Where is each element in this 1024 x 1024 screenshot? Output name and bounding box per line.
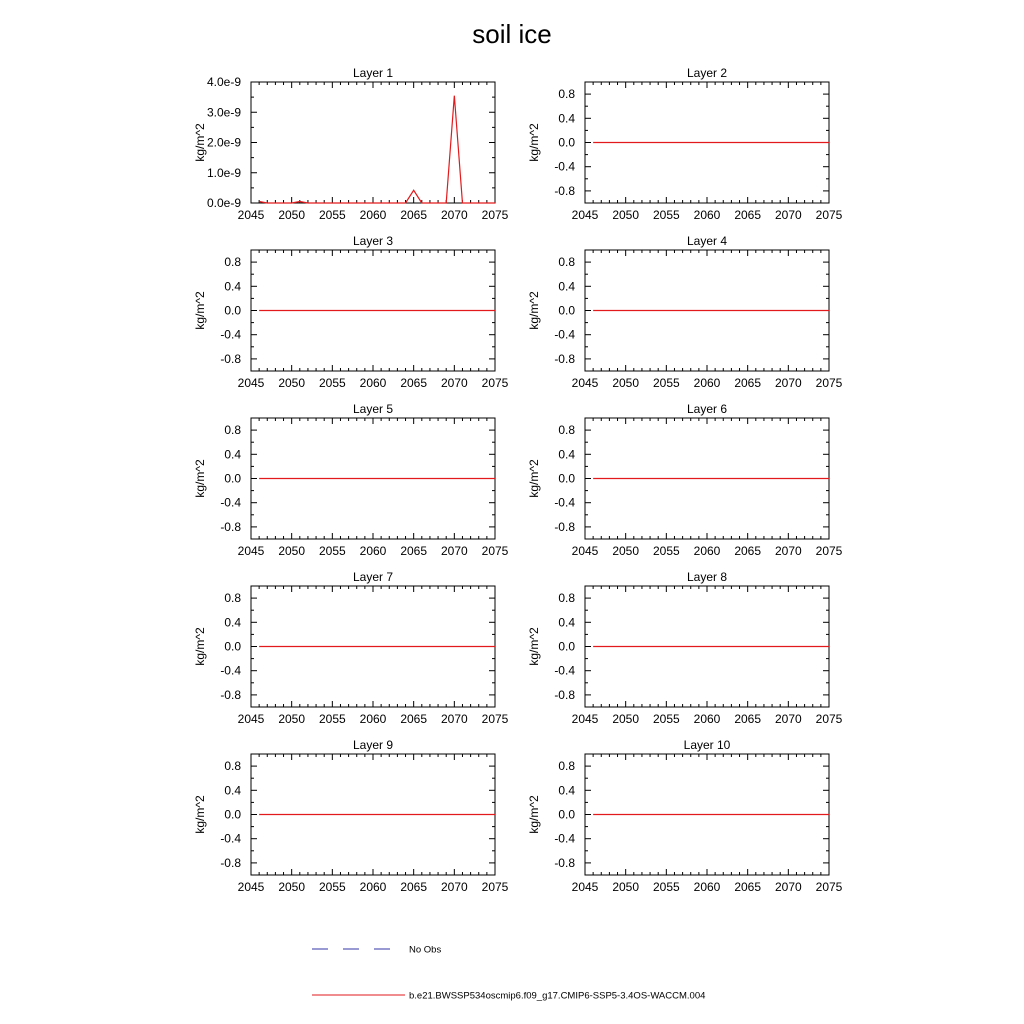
- x-tick-label: 2075: [481, 712, 509, 726]
- x-tick-label: 2050: [612, 712, 640, 726]
- y-tick-label: 0.0: [224, 303, 241, 318]
- x-tick-label: 2065: [734, 208, 762, 222]
- x-tick-label: 2070: [774, 376, 802, 390]
- y-tick-label: 3.0e-9: [206, 105, 241, 120]
- y-tick-label: 0.8: [558, 255, 575, 270]
- x-tick-label: 2070: [774, 544, 802, 558]
- y-tick-label: -0.8: [554, 183, 575, 198]
- y-tick-label: -0.8: [220, 519, 241, 534]
- legend-item: [312, 945, 441, 956]
- x-tick-label: 2050: [278, 880, 306, 894]
- x-tick-label: 2060: [359, 544, 387, 558]
- y-axis-label: kg/m^2: [193, 123, 207, 162]
- y-tick-label: -0.4: [554, 159, 575, 174]
- x-tick-label: 2070: [774, 880, 802, 894]
- x-tick-label: 2045: [571, 880, 599, 894]
- y-axis-label: kg/m^2: [193, 627, 207, 666]
- x-tick-label: 2050: [612, 208, 640, 222]
- x-tick-label: 2065: [734, 880, 762, 894]
- y-tick-label: -0.4: [220, 663, 241, 678]
- x-tick-label: 2075: [481, 880, 509, 894]
- y-tick-label: 0.4: [558, 111, 575, 126]
- panel-title: Layer 8: [686, 570, 728, 584]
- y-axis-label: kg/m^2: [527, 795, 541, 834]
- panel-layer-2: [527, 66, 843, 222]
- legend: [312, 945, 705, 1002]
- y-tick-label: 0.4: [224, 447, 241, 462]
- y-tick-label: 0.4: [224, 279, 241, 294]
- y-tick-label: -0.4: [554, 831, 575, 846]
- y-tick-label: 0.8: [558, 87, 575, 102]
- y-tick-label: 0.8: [558, 759, 575, 774]
- y-tick-label: 0.4: [558, 783, 575, 798]
- x-tick-label: 2050: [278, 712, 306, 726]
- x-tick-label: 2055: [318, 712, 346, 726]
- series-line: [259, 96, 495, 203]
- x-tick-label: 2060: [693, 376, 721, 390]
- y-tick-label: -0.4: [554, 663, 575, 678]
- panel-layer-6: [527, 402, 843, 558]
- panel-title: Layer 1: [352, 66, 394, 80]
- panel-title: Layer 2: [686, 66, 728, 80]
- panel-layer-8: [527, 570, 843, 726]
- x-tick-label: 2065: [734, 544, 762, 558]
- panel-layer-5: [193, 402, 509, 558]
- x-tick-label: 2055: [652, 880, 680, 894]
- panel-title: Layer 9: [352, 738, 394, 752]
- y-tick-label: -0.4: [220, 831, 241, 846]
- y-axis-label: kg/m^2: [527, 459, 541, 498]
- y-tick-label: -0.4: [220, 327, 241, 342]
- y-tick-label: 0.4: [224, 783, 241, 798]
- y-tick-label: 1.0e-9: [206, 165, 241, 180]
- x-tick-label: 2065: [400, 208, 428, 222]
- x-tick-label: 2045: [571, 376, 599, 390]
- y-tick-label: 0.0: [558, 639, 575, 654]
- x-tick-label: 2070: [440, 544, 468, 558]
- y-tick-label: 0.8: [558, 423, 575, 438]
- y-tick-label: 0.0: [224, 639, 241, 654]
- x-tick-label: 2045: [237, 376, 265, 390]
- x-tick-label: 2050: [612, 376, 640, 390]
- x-tick-label: 2045: [237, 544, 265, 558]
- x-tick-label: 2050: [278, 376, 306, 390]
- x-tick-label: 2075: [481, 544, 509, 558]
- y-tick-label: -0.8: [220, 687, 241, 702]
- panel-grid: [193, 66, 843, 894]
- y-tick-label: 2.0e-9: [206, 135, 241, 150]
- x-tick-label: 2060: [359, 880, 387, 894]
- panel-title: Layer 10: [683, 738, 731, 752]
- x-tick-label: 2065: [734, 376, 762, 390]
- x-tick-label: 2055: [318, 376, 346, 390]
- x-tick-label: 2050: [612, 880, 640, 894]
- panel-title: Layer 6: [686, 402, 728, 416]
- panel-title: Layer 4: [686, 234, 728, 248]
- x-tick-label: 2075: [815, 544, 843, 558]
- y-tick-label: -0.8: [220, 855, 241, 870]
- y-tick-label: -0.8: [554, 351, 575, 366]
- x-tick-label: 2060: [693, 544, 721, 558]
- x-tick-label: 2055: [652, 208, 680, 222]
- y-tick-label: 0.0: [558, 807, 575, 822]
- x-tick-label: 2065: [400, 376, 428, 390]
- y-tick-label: 0.4: [558, 279, 575, 294]
- y-tick-label: 0.0: [558, 303, 575, 318]
- y-tick-label: -0.8: [554, 855, 575, 870]
- x-tick-label: 2070: [440, 208, 468, 222]
- x-tick-label: 2045: [237, 208, 265, 222]
- x-tick-label: 2075: [815, 712, 843, 726]
- y-tick-label: 0.0: [558, 471, 575, 486]
- x-tick-label: 2075: [481, 208, 509, 222]
- y-tick-label: 0.8: [224, 591, 241, 606]
- x-tick-label: 2060: [359, 712, 387, 726]
- figure-title: soil ice: [472, 19, 552, 49]
- x-tick-label: 2050: [278, 208, 306, 222]
- y-tick-label: 0.4: [558, 447, 575, 462]
- x-tick-label: 2050: [612, 544, 640, 558]
- y-axis-label: kg/m^2: [193, 459, 207, 498]
- x-tick-label: 2065: [734, 712, 762, 726]
- y-tick-label: -0.8: [220, 351, 241, 366]
- x-tick-label: 2070: [440, 712, 468, 726]
- y-tick-label: 0.0e-9: [206, 196, 241, 210]
- x-tick-label: 2055: [652, 376, 680, 390]
- y-tick-label: -0.4: [220, 495, 241, 510]
- x-tick-label: 2045: [571, 208, 599, 222]
- panel-layer-7: [193, 570, 509, 726]
- y-axis-label: kg/m^2: [527, 627, 541, 666]
- x-tick-label: 2065: [400, 712, 428, 726]
- y-axis-label: kg/m^2: [527, 291, 541, 330]
- x-tick-label: 2045: [237, 712, 265, 726]
- x-tick-label: 2070: [440, 376, 468, 390]
- x-tick-label: 2070: [774, 208, 802, 222]
- x-tick-label: 2055: [318, 880, 346, 894]
- y-tick-label: -0.4: [554, 327, 575, 342]
- x-tick-label: 2060: [359, 208, 387, 222]
- legend-label: No Obs: [409, 944, 442, 956]
- panel-layer-10: [527, 738, 843, 894]
- y-axis-label: kg/m^2: [193, 795, 207, 834]
- y-tick-label: -0.8: [554, 687, 575, 702]
- panel-layer-3: [193, 234, 509, 390]
- x-tick-label: 2065: [400, 544, 428, 558]
- y-tick-label: 0.8: [224, 255, 241, 270]
- y-tick-label: -0.8: [554, 519, 575, 534]
- y-tick-label: 0.0: [558, 135, 575, 150]
- x-tick-label: 2055: [652, 712, 680, 726]
- y-tick-label: -0.4: [554, 495, 575, 510]
- y-tick-label: 4.0e-9: [206, 75, 241, 89]
- panel-layer-1: [193, 66, 509, 222]
- x-tick-label: 2045: [571, 544, 599, 558]
- y-tick-label: 0.4: [558, 615, 575, 630]
- x-tick-label: 2060: [693, 712, 721, 726]
- y-tick-label: 0.4: [224, 615, 241, 630]
- x-tick-label: 2050: [278, 544, 306, 558]
- y-tick-label: 0.8: [224, 423, 241, 438]
- y-tick-label: 0.0: [224, 807, 241, 822]
- panel-title: Layer 7: [352, 570, 394, 584]
- x-tick-label: 2045: [237, 880, 265, 894]
- x-tick-label: 2060: [693, 880, 721, 894]
- panel-title: Layer 3: [352, 234, 394, 248]
- y-axis-label: kg/m^2: [193, 291, 207, 330]
- y-tick-label: 0.8: [224, 759, 241, 774]
- y-tick-label: 0.0: [224, 471, 241, 486]
- x-tick-label: 2055: [318, 208, 346, 222]
- x-tick-label: 2075: [481, 376, 509, 390]
- panel-layer-9: [193, 738, 509, 894]
- panel-layer-4: [527, 234, 843, 390]
- x-tick-label: 2065: [400, 880, 428, 894]
- panel-title: Layer 5: [352, 402, 394, 416]
- x-tick-label: 2060: [359, 376, 387, 390]
- x-tick-label: 2075: [815, 376, 843, 390]
- x-tick-label: 2075: [815, 880, 843, 894]
- y-axis-label: kg/m^2: [527, 123, 541, 162]
- legend-label: b.e21.BWSSP534oscmip6.f09_g17.CMIP6-SSP5-3.4OS-WACCM.004: [409, 990, 706, 1002]
- x-tick-label: 2070: [774, 712, 802, 726]
- legend-item: [312, 991, 705, 1002]
- x-tick-label: 2045: [571, 712, 599, 726]
- x-tick-label: 2055: [318, 544, 346, 558]
- y-tick-label: 0.8: [558, 591, 575, 606]
- x-tick-label: 2075: [815, 208, 843, 222]
- x-tick-label: 2070: [440, 880, 468, 894]
- x-tick-label: 2060: [693, 208, 721, 222]
- x-tick-label: 2055: [652, 544, 680, 558]
